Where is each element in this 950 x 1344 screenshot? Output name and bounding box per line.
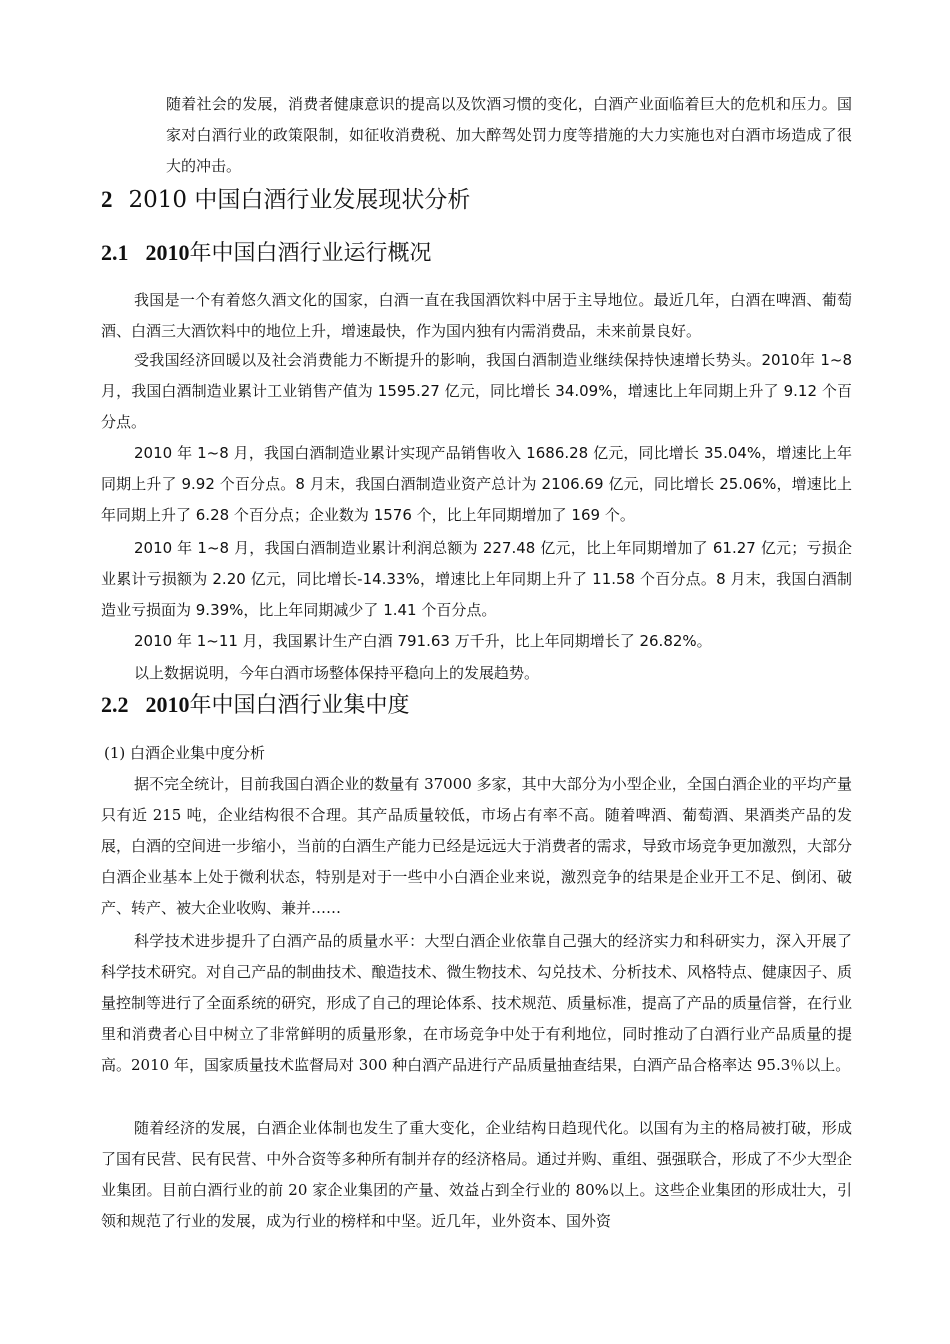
section-2-2-heading [101,688,410,723]
paragraph-2-1-5: 2010 年 1~11 月，我国累计生产白酒 791.63 万千升，比上年同期增长了 26.82%。 [134,632,712,650]
section-2-title: 2010 中国白酒行业发展现状分析 [128,187,471,213]
sub-heading-enterprise-concentration: (1) 白酒企业集中度分析 [104,744,266,762]
paragraph-2-1-1: 我国是一个有着悠久酒文化的国家，白酒一直在我国酒饮料中居于主导地位。最近几年，白酒在啤酒、葡萄酒、白酒三大酒饮料中的地位上升，增速最快，作为国内独有内需消费品，未来前景良好。 [101,291,852,340]
section-2-number: 2 [101,187,113,212]
intro-paragraph: 随着社会的发展，消费者健康意识的提高以及饮酒习惯的变化，白酒产业面临着巨大的危机和压力。国家对白酒行业的政策限制，如征收消费税、加大醉驾处罚力度等措施的大力实施也对白酒市场造成了很大的冲击。 [166,95,852,175]
section-2-1-heading [101,236,432,271]
section-2-1-year: 2010 [145,240,190,265]
section-2-1-title: 年中国白酒行业运行概况 [189,241,432,266]
section-2-2-title: 年中国白酒行业集中度 [189,693,410,718]
paragraph-2-2-2: 科学技术进步提升了白酒产品的质量水平：大型白酒企业依靠自己强大的经济实力和科研实力，深入开展了科学技术研究。对自己产品的制曲技术、酿造技术、微生物技术、勾兑技术、分析技术、风格特点、健康因子、质量控制等进行了全面系统的研究，形成了自己的理论体系、技术规范、质量标准，提高了产品的质量信誉，在行业里和消费者心目中树立了非常鲜明的质量形象，在市场竞争中处于有利地位，同时推动了白酒行业产品质量的提高。2010 年，国家质量技术监督局对 300 种白酒产品进行产品质量抽查结果，白酒产品合格率达 95.3％以上。 [101,932,852,1074]
paragraph-2-1-4: 2010 年 1~8 月，我国白酒制造业累计利润总额为 227.48 亿元，比上年同期增加了 61.27 亿元；亏损企业累计亏损额为 2.20 亿元，同比增长-14.33%，增速比上年同期上升了 11.58 个百分点。8 月末，我国白酒制造业亏损面为 9.39%，比上年同期减少了 1.41 个百分点。 [101,539,852,619]
paragraph-2-2-3: 随着经济的发展，白酒企业体制也发生了重大变化，企业结构日趋现代化。以国有为主的格局被打破，形成了国有民营、民有民营、中外合资等多种所有制并存的经济格局。通过并购、重组、强强联合，形成了不少大型企业集团。目前白酒行业的前 20 家企业集团的产量、效益占到全行业的 80%以上。这些企业集团的形成壮大，引领和规范了行业的发展，成为行业的榜样和中坚。近几年，业外资本、国外资 [101,1119,852,1230]
paragraph-2-2-1: 据不完全统计，目前我国白酒企业的数量有 37000 多家，其中大部分为小型企业，全国白酒企业的平均产量只有近 215 吨，企业结构很不合理。其产品质量较低，市场占有率不高。随着啤酒、葡萄酒、果酒类产品的发展，白酒的空间进一步缩小，当前的白酒生产能力已经是远远大于消费者的需求，导致市场竞争更加激烈，大部分白酒企业基本上处于微利状态，特别是对于一些中小白酒企业来说，激烈竞争的结果是企业开工不足、倒闭、破产、转产、被大企业收购、兼并…… [101,775,852,917]
section-2-heading [101,183,470,217]
paragraph-2-1-2: 受我国经济回暖以及社会消费能力不断提升的影响，我国白酒制造业继续保持快速增长势头。2010年 1~8 月，我国白酒制造业累计工业销售产值为 1595.27 亿元，同比增长 34.09%，增速比上年同期上升了 9.12 个百分点。 [101,351,852,431]
section-2-2-number: 2.2 [101,692,129,717]
section-2-1-number: 2.1 [101,240,129,265]
section-2-2-year: 2010 [145,692,190,717]
paragraph-2-1-6: 以上数据说明，今年白酒市场整体保持平稳向上的发展趋势。 [134,664,540,682]
paragraph-2-1-3: 2010 年 1~8 月，我国白酒制造业累计实现产品销售收入 1686.28 亿元，同比增长 35.04%，增速比上年同期上升了 9.92 个百分点。8 月末，我国白酒制造业资产总计为 2106.69 亿元，同比增长 25.06%，增速比上年同期上升了 6.28 个百分点；企业数为 1576 个，比上年同期增加了 169 个。 [101,444,852,524]
